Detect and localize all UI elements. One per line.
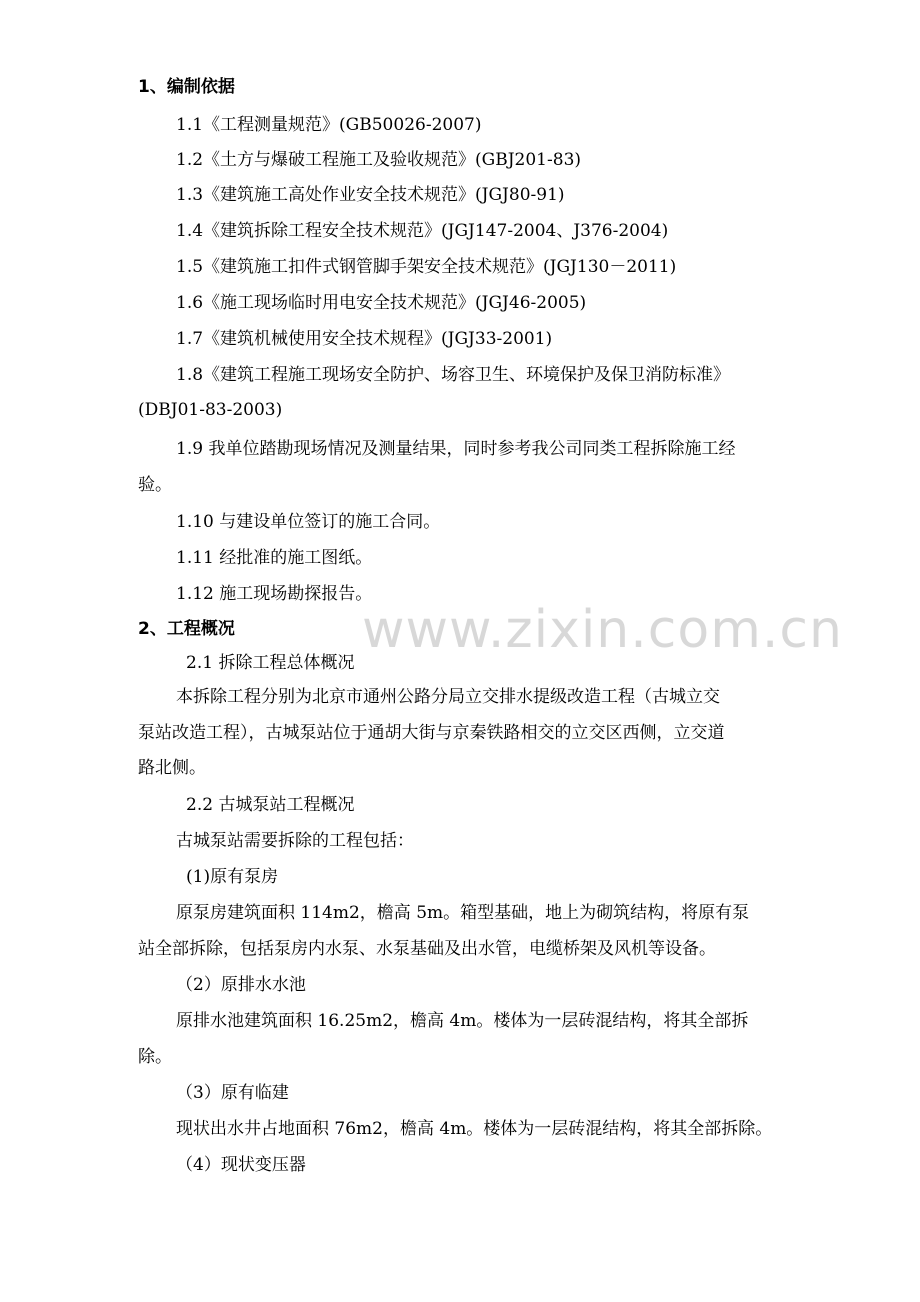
paragraph-line: 原排水池建筑面积 16.25m2，檐高 4m。楼体为一层砖混结构，将其全部拆 (176, 1011, 749, 1031)
item-title: （3）原有临建 (176, 1083, 289, 1103)
item-title: (1)原有泵房 (186, 867, 279, 887)
reference-item: 1.7《建筑机械使用安全技术规程》(JGJ33-2001) (176, 329, 553, 349)
reference-item-continuation: (DBJ01-83-2003) (138, 400, 283, 420)
paragraph-line: 路北侧。 (138, 758, 206, 778)
reference-item: 1.3《建筑施工高处作业安全技术规范》(JGJ80-91) (176, 185, 565, 205)
reference-item: 1.12 施工现场勘探报告。 (176, 584, 373, 604)
paragraph-line: 泵站改造工程），古城泵站位于通胡大街与京秦铁路相交的立交区西侧，立交道 (138, 723, 725, 743)
paragraph-line: 原泵房建筑面积 114m2，檐高 5m。箱型基础，地上为砌筑结构，将原有泵 (176, 903, 750, 923)
reference-item: 1.11 经批准的施工图纸。 (176, 548, 373, 568)
section-2-heading: 2、工程概况 (138, 619, 235, 639)
paragraph-line: 除。 (138, 1047, 172, 1067)
item-title: （4）现状变压器 (176, 1155, 306, 1175)
reference-item: 1.1《工程测量规范》(GB50026-2007) (176, 115, 482, 135)
reference-item: 1.5《建筑施工扣件式钢管脚手架安全技术规范》(JGJ130－2011) (176, 257, 677, 277)
reference-item: 1.10 与建设单位签订的施工合同。 (176, 512, 441, 532)
paragraph-line: 站全部拆除，包括泵房内水泵、水泵基础及出水管，电缆桥架及风机等设备。 (138, 939, 716, 959)
watermark: www.zixin.com.cn (362, 600, 843, 660)
subsection-title: 2.2 古城泵站工程概况 (186, 795, 355, 815)
section-1-heading: 1、编制依据 (138, 77, 235, 97)
paragraph-line: 本拆除工程分别为北京市通州公路分局立交排水提级改造工程（古城立交 (176, 687, 720, 707)
reference-item: 1.2《土方与爆破工程施工及验收规范》(GBJ201-83) (176, 150, 582, 170)
reference-item: 1.8《建筑工程施工现场安全防护、场容卫生、环境保护及保卫消防标准》 (176, 365, 731, 385)
subsection-title: 2.1 拆除工程总体概况 (186, 653, 355, 673)
item-title: （2）原排水水池 (176, 975, 306, 995)
reference-item: 1.9 我单位踏勘现场情况及测量结果，同时参考我公司同类工程拆除施工经 (176, 439, 736, 459)
reference-item: 1.4《建筑拆除工程安全技术规范》(JGJ147-2004、J376-2004) (176, 221, 669, 241)
reference-item: 1.6《施工现场临时用电安全技术规范》(JGJ46-2005) (176, 293, 587, 313)
paragraph-line: 现状出水井占地面积 76m2，檐高 4m。楼体为一层砖混结构，将其全部拆除。 (176, 1119, 773, 1139)
reference-item-continuation: 验。 (138, 475, 172, 495)
paragraph-line: 古城泵站需要拆除的工程包括： (176, 831, 414, 851)
